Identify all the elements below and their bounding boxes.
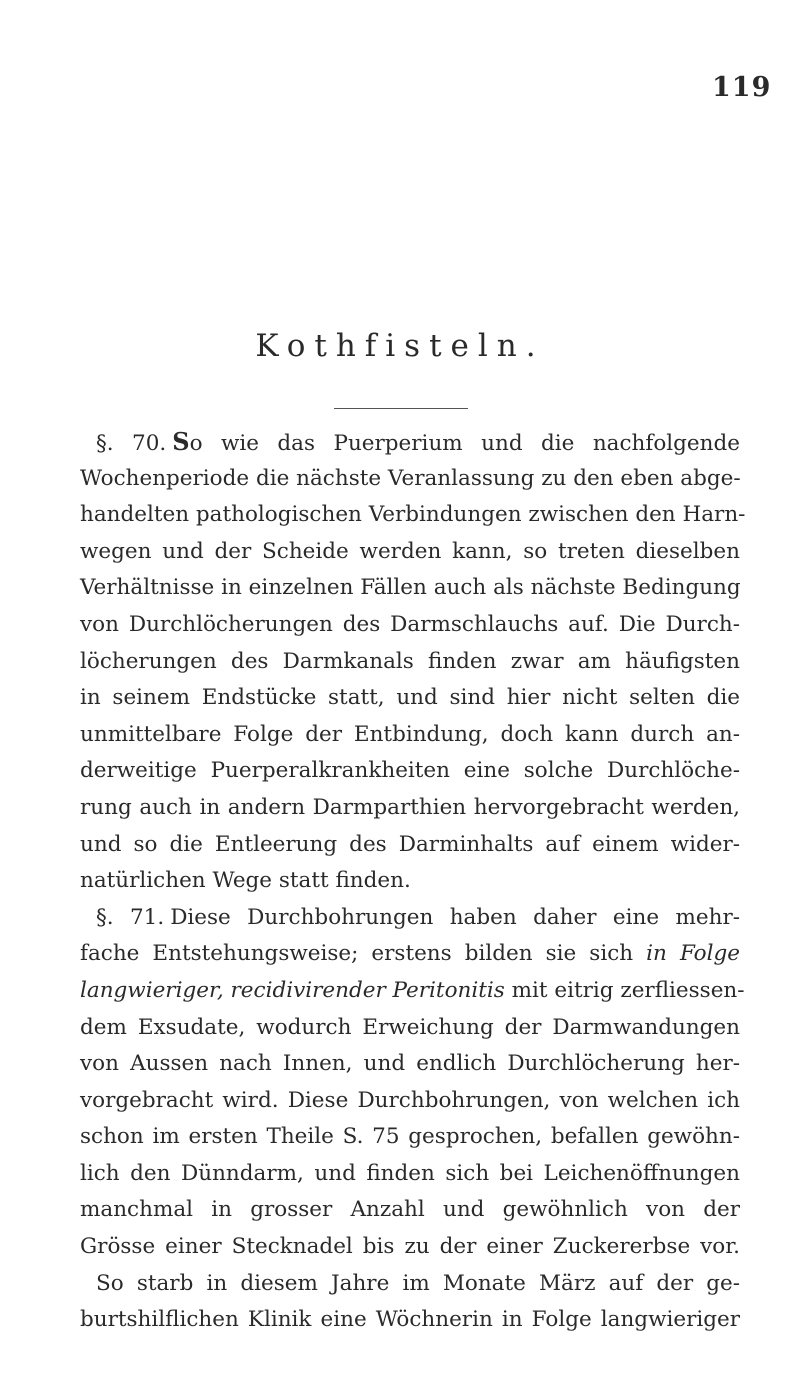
text-line: Wochenperiode die nächste Veranlassung zu den eben abge- bbox=[80, 465, 741, 491]
italic-phrase: langwieriger, recidivirender Peritonitis bbox=[80, 977, 505, 1003]
drop-letter: S bbox=[172, 427, 190, 456]
text-line: Diese Durchbohrungen haben daher eine mehr- bbox=[170, 904, 740, 930]
text-line: Verhältnisse in einzelnen Fällen auch als nächste Bedingung bbox=[80, 575, 741, 601]
text-line: löcherungen des Darmkanals finden zwar am häufigsten bbox=[80, 648, 740, 674]
text-line: rung auch in andern Darmparthien hervorgebracht werden, bbox=[80, 794, 740, 820]
paragraph-71-line-3 bbox=[80, 973, 745, 1010]
text-line: manchmal in grosser Anzahl und gewöhnlich von der bbox=[80, 1197, 740, 1223]
text-line: Grösse einer Stecknadel bis zu der einer Zuckererbse vor. bbox=[80, 1234, 740, 1260]
paragraph-70-line-1 bbox=[80, 424, 740, 461]
body-text bbox=[80, 424, 746, 1339]
text-line: schon im ersten Theile S. 75 gesprochen, befallen gewöhn- bbox=[80, 1124, 740, 1150]
paragraph-71-line-2 bbox=[80, 936, 740, 973]
page-number: 119 bbox=[712, 72, 772, 103]
chapter-title: Kothfisteln. bbox=[255, 328, 545, 364]
title-rule bbox=[334, 408, 468, 409]
section-70-label: §. 70. bbox=[96, 431, 167, 456]
text-line: So starb in diesem Jahre im Monate März auf der ge- bbox=[96, 1270, 740, 1296]
section-71-label: §. 71. bbox=[96, 904, 165, 930]
text-line: o wie das Puerperium und die nachfolgende bbox=[189, 431, 740, 456]
text-segment: mit eitrig zerfliessen- bbox=[511, 977, 745, 1003]
text-segment: fache Entstehungsweise; erstens bilden sie sich bbox=[80, 941, 634, 967]
paragraph-71-line-1 bbox=[80, 900, 740, 937]
text-line: und so die Entleerung des Darminhalts auf einem wider- bbox=[80, 831, 740, 857]
text-line: wegen und der Scheide werden kann, so treten dieselben bbox=[80, 538, 740, 564]
text-line: in seinem Endstücke statt, und sind hier nicht selten die bbox=[80, 685, 740, 711]
text-line: lich den Dünndarm, und finden sich bei Leichenöffnungen bbox=[80, 1160, 740, 1186]
text-line: handelten pathologischen Verbindungen zwischen den Harn- bbox=[80, 502, 746, 528]
text-line: natürlichen Wege statt finden. bbox=[80, 868, 411, 894]
text-line: derweitige Puerperalkrankheiten eine solche Durchlöche- bbox=[80, 758, 740, 784]
text-line: von Aussen nach Innen, und endlich Durchlöcherung her- bbox=[80, 1051, 740, 1077]
italic-phrase: in Folge bbox=[646, 941, 740, 967]
text-line: von Durchlöcherungen des Darmschlauchs auf. Die Durch- bbox=[80, 611, 740, 637]
text-line: burtshilflichen Klinik eine Wöchnerin in Folge langwieriger bbox=[80, 1307, 740, 1333]
text-line: dem Exsudate, wodurch Erweichung der Darmwandungen bbox=[80, 1014, 740, 1040]
text-line: vorgebracht wird. Diese Durchbohrungen, von welchen ich bbox=[80, 1087, 740, 1113]
text-line: unmittelbare Folge der Entbindung, doch kann durch an- bbox=[80, 721, 740, 747]
